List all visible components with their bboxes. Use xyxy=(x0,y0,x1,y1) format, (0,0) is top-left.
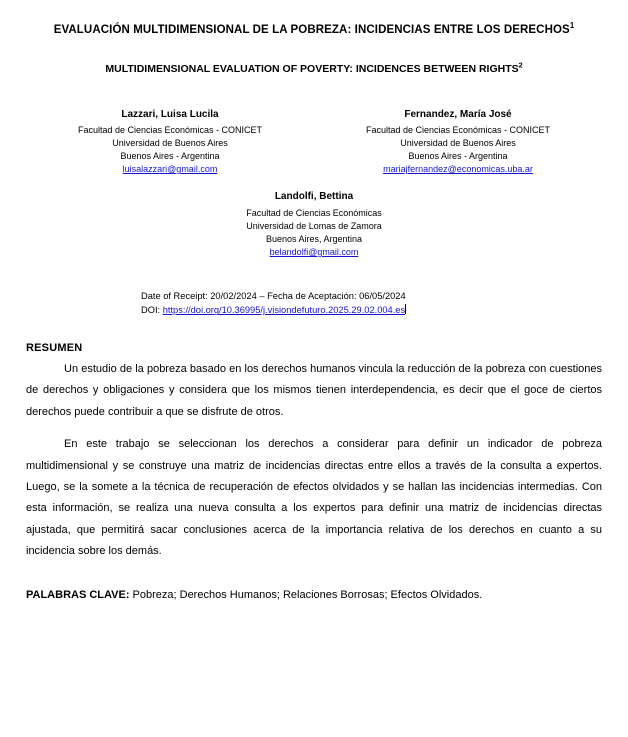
receipt-and-doi-block xyxy=(26,289,602,318)
author-affiliation-faculty: Facultad de Ciencias Económicas - CONICET xyxy=(77,125,263,136)
author-affiliation-faculty: Facultad de Ciencias Económicas - CONICET xyxy=(365,125,551,136)
author-location: Buenos Aires - Argentina xyxy=(120,151,220,162)
author-email-link[interactable]: luisalazzari@gmail.com xyxy=(122,164,218,175)
title-spanish-text: EVALUACIÓN MULTIDIMENSIONAL DE LA POBREZA: INCIDENCIAS ENTRE LOS DERECHOS xyxy=(53,24,570,36)
author-affiliation-university: Universidad de Buenos Aires xyxy=(112,138,228,149)
doi-line xyxy=(141,303,602,317)
author-name: Landolfi, Bettina xyxy=(274,191,354,203)
author-email-link[interactable]: belandolfi@gmail.com xyxy=(269,246,359,257)
abstract-paragraph-2: En este trabajo se seleccionan los derechos a considerar para definir un indicador de pobreza multidimensional y se construye una matriz de incidencias directas entre ellos a través de la consulta a expertos. Luego, se la somete a la técnica de recuperación de efectos olvidados y se hallan las incidencias intermedias. Con esta información, se realiza una nueva consulta a los expertos para definir una matriz de incidencias directas ajustada, que permitirá sacar conclusiones acerca de la importancia relativa de los derechos en cuanto a su incidencia sobre los demás. xyxy=(26,438,602,558)
receipt-date-line: Date of Receipt: 20/02/2024 – Fecha de Aceptación: 06/05/2024 xyxy=(141,290,406,301)
author-block-fernandez xyxy=(314,108,602,177)
author-location: Buenos Aires - Argentina xyxy=(408,151,508,162)
author-name: Fernandez, María José xyxy=(404,108,512,120)
author-location: Buenos Aires, Argentina xyxy=(265,233,363,244)
title-spanish-footnote-marker: 1 xyxy=(569,21,575,31)
doi-link[interactable]: https://doi.org/10.36995/j.visiondefuturo.2025.29.02.004.es xyxy=(162,305,406,316)
keywords-block xyxy=(26,586,602,606)
abstract-heading: RESUMEN xyxy=(26,341,83,354)
title-english-footnote-marker: 2 xyxy=(518,61,523,70)
text-caret xyxy=(405,304,406,314)
abstract-paragraph-1: Un estudio de la pobreza basado en los derechos humanos vincula la reducción de la pobreza con cuestiones de derechos y obligaciones y considera que los mismos tienen interdependencia, es decir que el goce de ciertos derechos puede contribuir a que se disfrute de otros. xyxy=(26,362,602,418)
page-title-english xyxy=(30,62,598,78)
keywords-value: Pobreza; Derechos Humanos; Relaciones Borrosas; Efectos Olvidados. xyxy=(129,588,483,601)
doi-label: DOI: xyxy=(141,305,163,316)
authors-row-primary xyxy=(26,108,602,177)
title-english-text: MULTIDIMENSIONAL EVALUATION OF POVERTY: INCIDENCES BETWEEN RIGHTS xyxy=(105,62,519,75)
author-block-lazzari xyxy=(26,108,314,177)
author-block-landolfi xyxy=(26,190,602,259)
author-email-link[interactable]: mariajfernandez@economicas.uba.ar xyxy=(383,164,533,175)
author-affiliation-faculty: Facultad de Ciencias Económicas xyxy=(246,207,382,218)
page-title-spanish xyxy=(40,22,588,40)
author-affiliation-university: Universidad de Lomas de Zamora xyxy=(246,220,382,231)
keywords-label: PALABRAS CLAVE: xyxy=(26,588,130,601)
author-affiliation-university: Universidad de Buenos Aires xyxy=(400,138,516,149)
author-name: Lazzari, Luisa Lucila xyxy=(121,108,219,120)
